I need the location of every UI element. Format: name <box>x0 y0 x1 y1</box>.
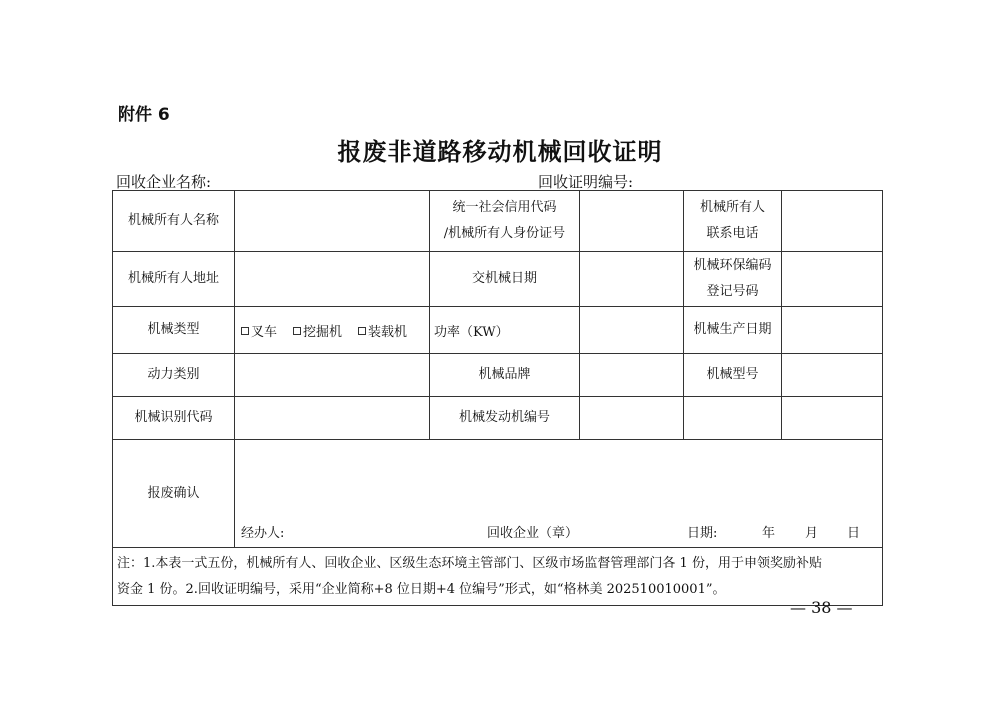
credit-code-line1: 统一社会信用代码 <box>452 200 557 215</box>
power-label: 功率（KW） <box>430 307 580 354</box>
owner-phone-field[interactable] <box>782 191 883 252</box>
brand-field[interactable] <box>580 354 684 397</box>
power-category-label: 动力类别 <box>113 354 235 397</box>
footnote-line1: 注：1.本表一式五份，机械所有人、回收企业、区级生态环境主管部门、区级市场监督管理部门各 1 份，用于申领奖励补贴 <box>117 555 822 571</box>
handler-label: 经办人: <box>241 526 285 541</box>
owner-address-label: 机械所有人地址 <box>113 252 235 307</box>
owner-phone-label <box>684 191 782 252</box>
machine-type-options <box>235 307 430 354</box>
eco-code-field[interactable] <box>782 252 883 307</box>
company-name-label: 回收企业名称: <box>116 173 212 191</box>
owner-phone-line2: 联系电话 <box>706 226 759 241</box>
vin-field[interactable] <box>235 397 430 440</box>
owner-name-label: 机械所有人名称 <box>113 191 235 252</box>
owner-phone-line1: 机械所有人 <box>699 200 765 215</box>
owner-address-field[interactable] <box>235 252 430 307</box>
recycler-seal-label: 回收企业（章） <box>487 526 579 541</box>
type-option-excavator[interactable] <box>293 321 342 340</box>
empty-cell[interactable] <box>684 397 782 440</box>
date-label: 日期: <box>687 526 718 541</box>
checkbox-icon[interactable] <box>358 327 366 335</box>
credit-code-label <box>430 191 580 252</box>
handover-date-label: 交机械日期 <box>430 252 580 307</box>
attachment-label: 附件 6 <box>118 105 170 125</box>
type-option-forklift[interactable] <box>241 321 277 340</box>
production-date-label: 机械生产日期 <box>684 307 782 354</box>
handover-date-field[interactable] <box>580 252 684 307</box>
eco-code-label <box>684 252 782 307</box>
checkbox-icon[interactable] <box>241 327 249 335</box>
scrap-confirm-area[interactable] <box>235 440 883 548</box>
scrap-certificate-form <box>112 190 883 606</box>
eco-code-line1: 机械环保编码 <box>693 258 772 273</box>
credit-code-field[interactable] <box>580 191 684 252</box>
production-date-field[interactable] <box>782 307 883 354</box>
day-label: 日 <box>847 526 861 541</box>
page-number: — 38 — <box>790 598 853 617</box>
credit-code-line2: /机械所有人身份证号 <box>443 226 566 241</box>
month-label: 月 <box>805 526 819 541</box>
eco-code-line2: 登记号码 <box>706 284 759 299</box>
engine-number-label: 机械发动机编号 <box>430 397 580 440</box>
brand-label: 机械品牌 <box>430 354 580 397</box>
vin-label: 机械识别代码 <box>113 397 235 440</box>
machine-type-label: 机械类型 <box>113 307 235 354</box>
scrap-confirm-label: 报废确认 <box>113 440 235 548</box>
engine-number-field[interactable] <box>580 397 684 440</box>
type-option-label: 装载机 <box>368 324 408 340</box>
model-field[interactable] <box>782 354 883 397</box>
model-label: 机械型号 <box>684 354 782 397</box>
power-field[interactable] <box>580 307 684 354</box>
year-label: 年 <box>762 526 776 541</box>
owner-name-field[interactable] <box>235 191 430 252</box>
type-option-loader[interactable] <box>358 321 407 340</box>
checkbox-icon[interactable] <box>293 327 301 335</box>
document-title: 报废非道路移动机械回收证明 <box>337 138 663 166</box>
empty-cell[interactable] <box>782 397 883 440</box>
power-category-field[interactable] <box>235 354 430 397</box>
cert-number-label: 回收证明编号: <box>538 173 634 191</box>
footnote-line2: 资金 1 份。2.回收证明编号，采用“企业简称+8 位日期+4 位编号”形式，如“格林美 202510010001”。 <box>117 581 726 597</box>
footnote <box>113 548 883 606</box>
type-option-label: 挖掘机 <box>303 324 343 340</box>
type-option-label: 叉车 <box>251 324 278 340</box>
